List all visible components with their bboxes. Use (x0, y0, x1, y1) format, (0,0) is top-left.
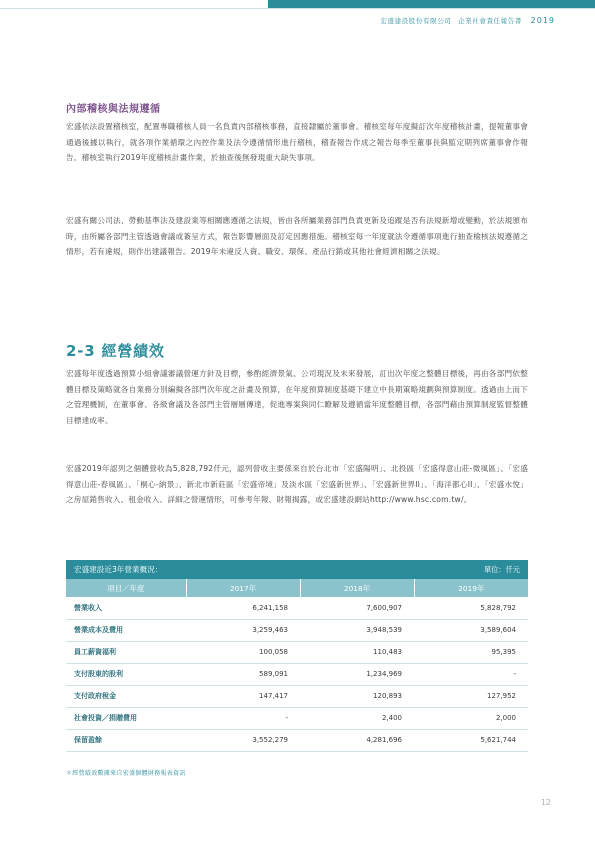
cell-2018: 110,483 (300, 641, 414, 663)
column-header-2017: 2017年 (186, 579, 300, 597)
row-label: 營業成本及費用 (66, 619, 186, 641)
internal-audit-paragraph-1: 宏盛依法設置稽核室，配置專職稽核人員一名負責內部稽核事務，直接隸屬於董事會。稽核室每年度擬訂次年度稽核計畫，提報董事會通過後據以執行，就各項作業循環之內控作業及法令遵循情形進行稽核，稽查報告作成之報告每季至董事長與監定期列席董事會作報告。稽核室執行2019年度稽核計畫作業，於抽查後無發現重大缺失事項。 (66, 122, 528, 163)
row-label: 保留盈餘 (66, 729, 186, 751)
table-row (66, 685, 528, 707)
cell-2017: 6,241,158 (186, 597, 300, 619)
cell-2017: 3,552,279 (186, 729, 300, 751)
column-header-2018: 2018年 (300, 579, 414, 597)
row-label: 營業收入 (66, 597, 186, 619)
financial-table (66, 579, 528, 752)
cell-2018: 1,234,969 (300, 663, 414, 685)
performance-paragraph-1: 宏盛每年度透過預算小組會議審議營運方針及目標，參酌經濟景氣、公司現況及未來發展，訂出次年度之整體目標後，再由各部門依整體目標及策略就各自業務分別編擬各部門次年度之計畫及預算，在年度預算制度基礎下建立中長期策略規劃與預算制度。透過由上而下之管理機制，在董事會、各級會議及各部門主管層層傳達，促進專案與同仁瞭解及遵循當年度整體目標，各部門藉由預算制度監督整體目標達成率。 (66, 369, 528, 425)
cell-2018: 7,600,907 (300, 597, 414, 619)
table-row (66, 619, 528, 641)
table-row (66, 707, 528, 729)
cell-2017: - (186, 707, 300, 729)
table-unit: 單位：仟元 (484, 564, 520, 574)
table-caption: 宏盛建設近3年營業概況： (74, 565, 163, 574)
cell-2019: 127,952 (414, 685, 528, 707)
row-label: 支付股東的股利 (66, 663, 186, 685)
row-label: 社會投資／捐贈費用 (66, 707, 186, 729)
cell-2019: 5,621,744 (414, 729, 528, 751)
column-header-item: 項目／年度 (66, 579, 186, 597)
table-row (66, 729, 528, 751)
performance-paragraph-2: 宏盛2019年認列之個體營收為5,828,792仟元，認列營收主要係來自於台北市「宏盛陽明」、北投區「宏盛得意山莊-微風區」、「宏盛得意山莊-春風區」、「桐心-納景」、新北市新莊區「宏盛帝境」及淡水區「宏盛新世界」、「宏盛新世界II」、「海洋都心II」、「宏盛水悅」之房屋銷售收入、租金收入、詳細之營運情形，可參考年報、財報揭露，或宏盛建設網站http://www.hsc.com.tw/。 (66, 464, 528, 505)
table-row (66, 663, 528, 685)
page-header (380, 16, 555, 25)
row-label: 支付政府稅金 (66, 685, 186, 707)
cell-2018: 3,948,539 (300, 619, 414, 641)
cell-2018: 4,281,696 (300, 729, 414, 751)
table-row (66, 641, 528, 663)
column-header-2019: 2019年 (414, 579, 528, 597)
row-label: 員工薪資福利 (66, 641, 186, 663)
table-header-row (66, 579, 528, 597)
cell-2019: 2,000 (414, 707, 528, 729)
table-footnote: ＊經營績效數據來自宏盛個體財務報表資訊 (66, 770, 186, 777)
header-accent-bar (268, 0, 595, 8)
header-year: 2019 (530, 16, 555, 25)
page-number: 12 (540, 798, 551, 807)
internal-audit-paragraph-2: 宏盛有關公司法、勞動基準法及建設業等相關應遵循之法規，皆由各所屬業務部門負責更新及追蹤是否有法規新增或變動，於法規頒布時，由所屬各部門主管透過會議或簽呈方式，報告影響層面及訂定因應措施。稽核室每一年度就法令遵循事項進行抽查檢核法規遵循之情形，若有違規，則作出建議報告。2019年未違反人資、職安、環保、產品行銷或其他社會經濟相關之法規。 (66, 216, 528, 257)
operating-summary-table (66, 560, 528, 752)
cell-2019: 3,589,604 (414, 619, 528, 641)
table-row (66, 597, 528, 619)
internal-audit-heading: 內部稽核與法規遵循 (66, 104, 161, 115)
cell-2017: 3,259,463 (186, 619, 300, 641)
cell-2019: 95,395 (414, 641, 528, 663)
cell-2019: 5,828,792 (414, 597, 528, 619)
header-divider (0, 8, 595, 9)
table-caption-bar (66, 560, 528, 579)
header-company: 宏盛建設股份有限公司 (380, 17, 452, 25)
cell-2018: 120,893 (300, 685, 414, 707)
cell-2018: 2,400 (300, 707, 414, 729)
cell-2017: 147,417 (186, 685, 300, 707)
cell-2017: 589,091 (186, 663, 300, 685)
performance-section-title: 2-3 經營績效 (66, 342, 165, 360)
cell-2017: 100,058 (186, 641, 300, 663)
cell-2019: - (414, 663, 528, 685)
header-report-title: 企業社會責任報告書 (458, 17, 522, 25)
